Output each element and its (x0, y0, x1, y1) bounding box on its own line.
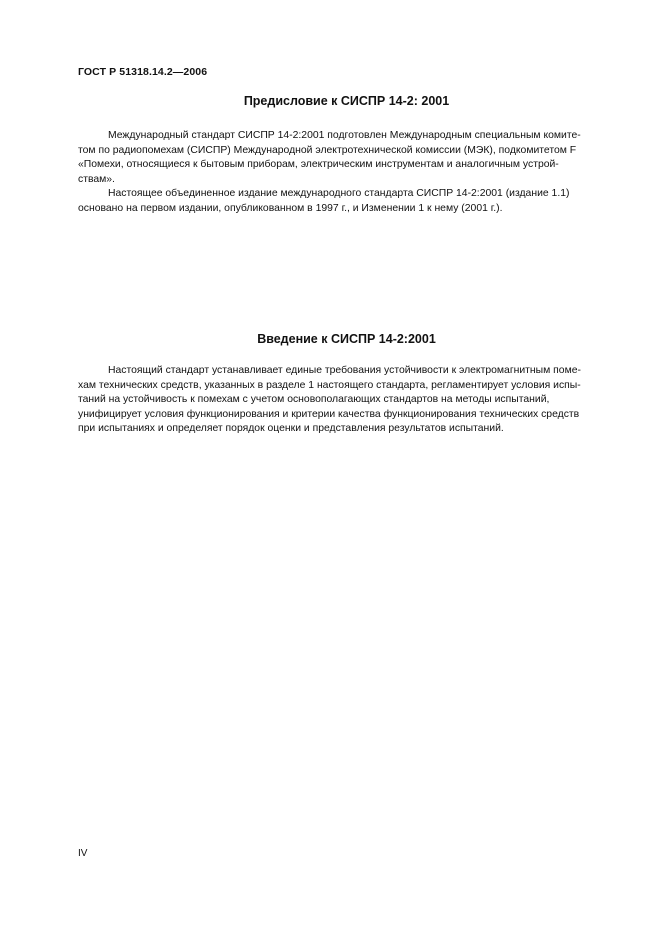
foreword-title: Предисловие к СИСПР 14-2: 2001 (243, 94, 450, 108)
page-number: IV (78, 848, 88, 859)
foreword-paragraph: Международный стандарт СИСПР 14-2:2001 подготовлен Международным специальным комите- том по радиопомехам (СИСПР) Международной электротехнической комиссии (МЭК), подкомитетом F «Помехи, относящиеся к бытовым приборам, электрическим инструментам и аналогичным устрой- ствам». (78, 130, 581, 185)
foreword-section (78, 94, 615, 216)
document-header: ГОСТ Р 51318.14.2—2006 (78, 66, 208, 78)
introduction-title: Введение к СИСПР 14-2:2001 (257, 332, 436, 346)
foreword-paragraph: Настоящее объединенное издание международного стандарта СИСПР 14-2:2001 (издание 1.1) основано на первом издании, опубликованном в 1997 г., и Изменении 1 к нему (2001 г.). (78, 188, 570, 214)
introduction-section (78, 332, 615, 437)
introduction-paragraph: Настоящий стандарт устанавливает единые требования устойчивости к электромагнитным поме- хам технических средств, указанных в разделе 1 настоящего стандарта, регламентирует условия испы- таний на устойчивость к помехам с учетом основополагающих стандартов на методы испытаний, унифицирует условия функционирования и критерии качества функционирования технических средств при испытаниях и определяет порядок оценки и представления результатов испытаний. (78, 365, 581, 434)
